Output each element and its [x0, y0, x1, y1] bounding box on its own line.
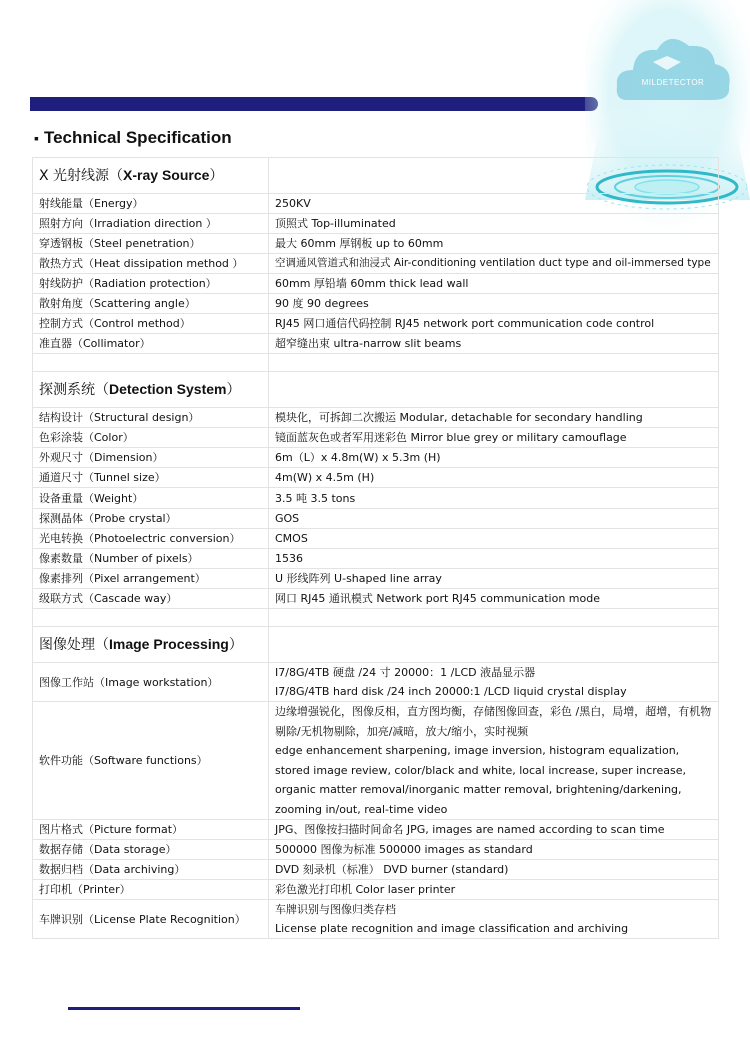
spacer-row — [33, 609, 719, 627]
table-row: 数据归档（Data archiving） DVD 刻录机（标准） DVD burner (standard) — [33, 860, 719, 880]
category-row-imaging — [33, 627, 719, 663]
spec-table — [32, 157, 719, 939]
table-row: 散热方式（Heat dissipation method ） 空调通风管道式和油浸式 Air-conditioning ventilation duct type and oil-immersed type — [33, 254, 719, 274]
table-row: 照射方向（Irradiation direction ） 顶照式 Top-illuminated — [33, 214, 719, 234]
table-row: 光电转换（Photoelectric conversion） CMOS — [33, 529, 719, 549]
table-row: 穿透钢板（Steel penetration） 最大 60mm 厚钢板 up to 60mm — [33, 234, 719, 254]
table-row: 像素排列（Pixel arrangement） U 形线阵列 U-shaped line array — [33, 569, 719, 589]
table-row: 级联方式（Cascade way） 网口 RJ45 通讯模式 Network port RJ45 communication mode — [33, 589, 719, 609]
header-accent-bar — [30, 97, 598, 111]
table-row: 车牌识别（License Plate Recognition） 车牌识别与图像归类存档 License plate recognition and image classification and archiving — [33, 900, 719, 939]
table-row: 控制方式（Control method） RJ45 网口通信代码控制 RJ45 network port communication code control — [33, 314, 719, 334]
table-row: 图像工作站（Image workstation） I7/8G/4TB 硬盘 /24 寸 20000：1 /LCD 液晶显示器 I7/8G/4TB hard disk /24 inch 20000:1 /LCD liquid crystal display — [33, 663, 719, 702]
table-row: 射线防护（Radiation protection） 60mm 厚铅墙 60mm thick lead wall — [33, 274, 719, 294]
category-row-xray — [33, 158, 719, 194]
spacer-row — [33, 354, 719, 372]
table-row: 结构设计（Structural design） 模块化，可拆卸二次搬运 Modular, detachable for secondary handling — [33, 408, 719, 428]
category-title: X 光射线源（X-ray Source） — [33, 158, 269, 194]
category-row-detection — [33, 372, 719, 408]
table-row: 散射角度（Scattering angle） 90 度 90 degrees — [33, 294, 719, 314]
table-row: 外观尺寸（Dimension） 6m（L）x 4.8m(W) x 5.3m (H) — [33, 448, 719, 468]
table-row: 打印机（Printer） 彩色激光打印机 Color laser printer — [33, 880, 719, 900]
footer-accent-bar — [68, 1007, 300, 1010]
table-row: 设备重量（Weight） 3.5 吨 3.5 tons — [33, 488, 719, 509]
page-title: ▪ Technical Specification — [34, 128, 232, 147]
category-title: 探测系统（Detection System） — [33, 372, 269, 408]
table-row: 探测晶体（Probe crystal） GOS — [33, 509, 719, 529]
table-row: 射线能量（Energy） 250KV — [33, 194, 719, 214]
table-row: 像素数量（Number of pixels） 1536 — [33, 549, 719, 569]
table-row: 图片格式（Picture format） JPG、图像按扫描时间命名 JPG, images are named according to scan time — [33, 820, 719, 840]
table-row: 通道尺寸（Tunnel size） 4m(W) x 4.5m (H) — [33, 468, 719, 488]
table-row: 色彩涂装（Color） 镜面蓝灰色或者军用迷彩色 Mirror blue grey or military camouflage — [33, 428, 719, 448]
heading-bullet-icon: ▪ — [34, 130, 39, 146]
category-title: 图像处理（Image Processing） — [33, 627, 269, 663]
table-row: 数据存储（Data storage） 500000 图像为标准 500000 images as standard — [33, 840, 719, 860]
logo-wordmark: MILDETECTOR — [641, 78, 705, 87]
table-row: 准直器（Collimator） 超窄缝出束 ultra-narrow slit beams — [33, 334, 719, 354]
table-row: 软件功能（Software functions） 边缘增强锐化，图像反相，直方图均衡，存储图像回查，彩色 /黑白，局增，超增，有机物剔除/无机物剔除，加亮/减暗，放大/缩小，实时视频 edge enhancement sharpening, image inversion, histogram equalization, stored image review, color/black and white, local increase, super increase, organic matter removal/inorganic matter removal, brightening/darkening, zooming in/out, real-time video — [33, 702, 719, 820]
